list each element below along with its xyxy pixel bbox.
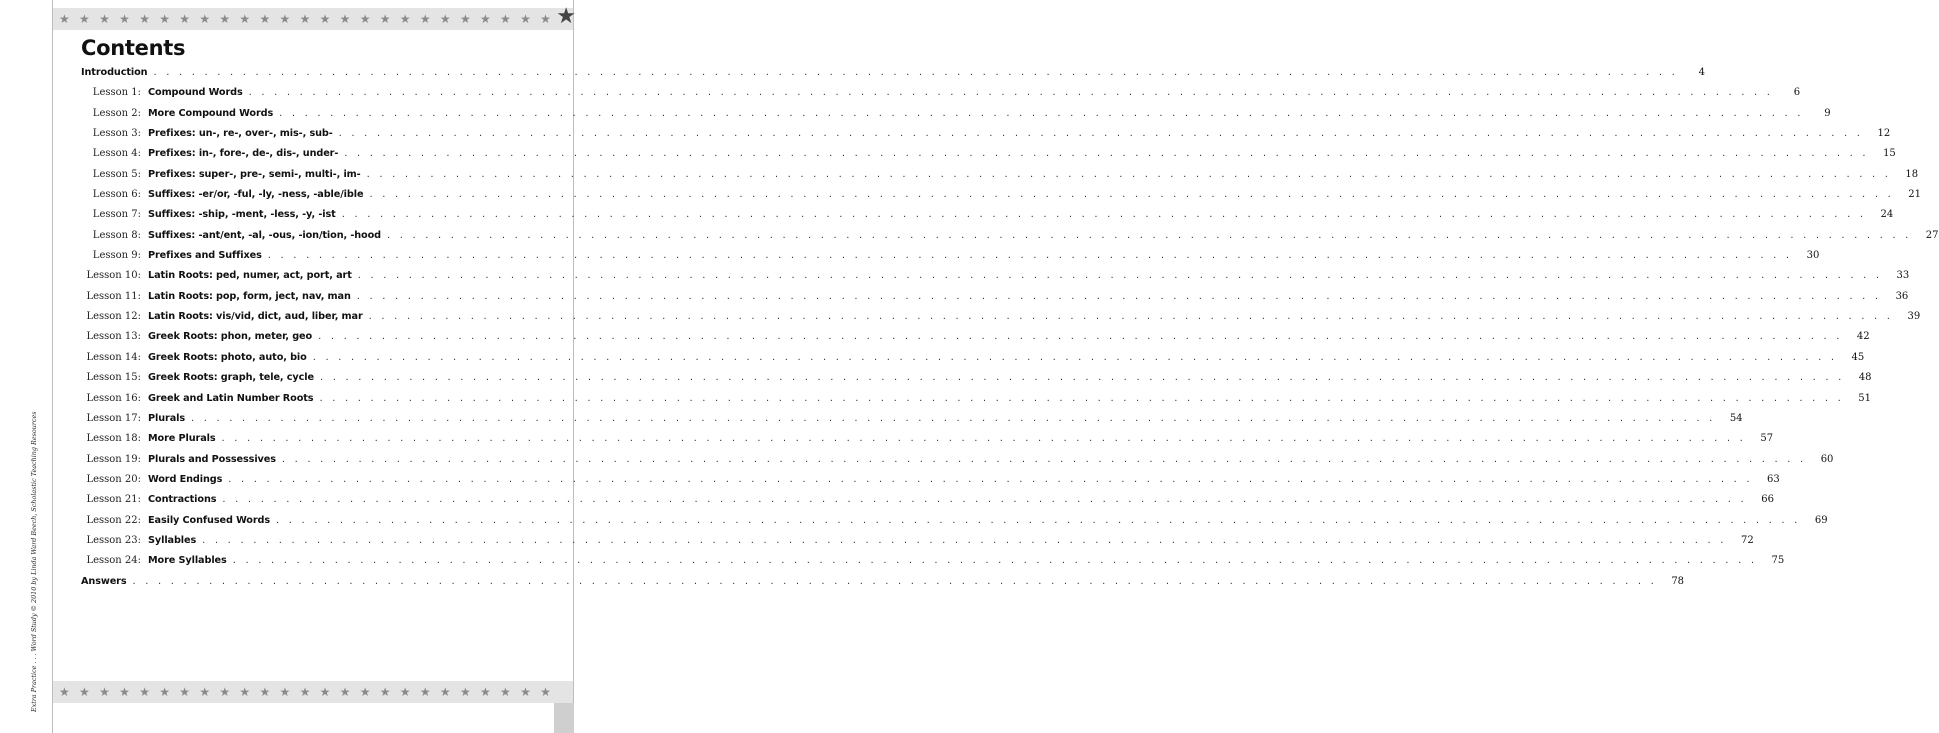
toc-entry — [81, 514, 1828, 535]
entry-title: Greek Roots: graph, tele, cycle — [148, 372, 314, 384]
entry-title: Suffixes: -ship, -ment, -less, -y, -ist — [148, 209, 336, 221]
dot-leader: . . . . . . . . . . . . . . . . . . . . . . . . . . . . . . . . . . . . . . . . . . . . . . . . . . . . . . . . . . . . . . . . . . . . . . . . . . . . . . . . . . . . . . . . . . . . . . . . . . . . . . . . . . . . . . . . . . . . . . . . — [369, 189, 1894, 201]
toc-entry — [81, 575, 1685, 596]
entry-title: Suffixes: -ant/ent, -al, -ous, -ion/tion, -hood — [148, 229, 382, 241]
page-number: 27 — [1925, 229, 1939, 241]
dot-leader: . . . . . . . . . . . . . . . . . . . . . . . . . . . . . . . . . . . . . . . . . . . . . . . . . . . . . . . . . . . . . . . . . . . . . . . . . . . . . . . . . . . . . . . . . . . . . . . . . . . . . . . . . . . . . . . . . . . . . . . . — [276, 514, 1801, 526]
entry-title: Greek and Latin Number Roots — [148, 392, 314, 404]
lesson-label: Lesson 14: — [86, 351, 141, 363]
page-number: 36 — [1895, 290, 1909, 302]
toc-entry — [81, 412, 1743, 433]
entry-title: Word Endings — [148, 473, 223, 485]
toc-entry — [81, 148, 1896, 168]
toc-entry — [81, 229, 1939, 250]
toc-entry — [81, 331, 1870, 351]
lesson-label: Lesson 21: — [86, 494, 141, 506]
entry-title: Introduction — [81, 67, 148, 78]
dot-leader: . . . . . . . . . . . . . . . . . . . . . . . . . . . . . . . . . . . . . . . . . . . . . . . . . . . . . . . . . . . . . . . . . . . . . . . . . . . . . . . . . . . . . . . . . . . . . . . . . . . . . . . . . . . . . . . . . . . . . . . . — [357, 270, 1883, 282]
dot-leader: . . . . . . . . . . . . . . . . . . . . . . . . . . . . . . . . . . . . . . . . . . . . . . . . . . . . . . . . . . . . . . . . . . . . . . . . . . . . . . . . . . . . . . . . . . . . . . . . . . . . . . . . . . . . . . . . . . . . . . . . — [341, 209, 1867, 221]
lesson-label: Lesson 2: — [92, 107, 141, 119]
lesson-label: Lesson 3: — [92, 128, 141, 140]
toc-entry — [81, 290, 1909, 311]
corner-star-icon: ★ — [556, 4, 576, 29]
entry-title: Greek Roots: phon, meter, geo — [148, 331, 313, 343]
entry-title: More Plurals — [148, 433, 216, 445]
dot-leader: . . . . . . . . . . . . . . . . . . . . . . . . . . . . . . . . . . . . . . . . . . . . . . . . . . . . . . . . . . . . . . . . . . . . . . . . . . . . . . . . . . . . . . . . . . . . . . . . . . . . . . . . . . . . . . . . . . . . . . . . — [319, 392, 1844, 404]
dot-leader: . . . . . . . . . . . . . . . . . . . . . . . . . . . . . . . . . . . . . . . . . . . . . . . . . . . . . . . . . . . . . . . . . . . . . . . . . . . . . . . . . . . . . . . . . . . . . . . . . . . . . . . . . . . . . . . . . . . . . . . . — [279, 107, 1804, 119]
lesson-label: Lesson 9: — [92, 250, 141, 262]
dot-leader: . . . . . . . . . . . . . . . . . . . . . . . . . . . . . . . . . . . . . . . . . . . . . . . . . . . . . . . . . . . . . . . . . . . . . . . . . . . . . . . . . . . . . . . . . . . . . . . . . . . . . . . . . . . . . . . . . . . . . . . . — [202, 534, 1727, 546]
page-number: 78 — [1671, 575, 1685, 587]
lesson-label: Lesson 12: — [86, 311, 141, 323]
page-number: 4 — [1698, 67, 1705, 78]
entry-title: Greek Roots: photo, auto, bio — [148, 351, 307, 363]
page-number: 18 — [1905, 168, 1919, 180]
entry-title: Easily Confused Words — [148, 514, 271, 526]
toc-entry — [81, 494, 1774, 514]
dot-leader: . . . . . . . . . . . . . . . . . . . . . . . . . . . . . . . . . . . . . . . . . . . . . . . . . . . . . . . . . . . . . . . . . . . . . . . . . . . . . . . . . . . . . . . . . . . . . . . . . . . . . . . . . . . . . . . . . . . . . . . . — [248, 87, 1774, 99]
dot-leader: . . . . . . . . . . . . . . . . . . . . . . . . . . . . . . . . . . . . . . . . . . . . . . . . . . . . . . . . . . . . . . . . . . . . . . . . . . . . . . . . . . . . . . . . . . . . . . . . . . . . . . . . . . . . . . . . . . . . . . . . — [356, 290, 1882, 302]
page-number: 69 — [1814, 514, 1828, 526]
lesson-label: Lesson 4: — [92, 148, 141, 160]
page-number: 63 — [1767, 473, 1780, 485]
entry-title: Prefixes: super-, pre-, semi-, multi-, im- — [148, 168, 361, 180]
page-number: 39 — [1907, 311, 1921, 323]
lesson-label: Lesson 23: — [86, 534, 141, 546]
lesson-label: Lesson 18: — [86, 433, 141, 445]
entry-title: Syllables — [148, 534, 197, 546]
entry-title: Latin Roots: pop, form, ject, nav, man — [148, 290, 351, 302]
entry-title: Answers — [81, 575, 127, 587]
dot-leader: . . . . . . . . . . . . . . . . . . . . . . . . . . . . . . . . . . . . . . . . . . . . . . . . . . . . . . . . . . . . . . . . . . . . . . . . . . . . . . . . . . . . . . . . . . . . . . . . . . . . . . . . . . . . . . . . . . . . . . . . — [191, 412, 1716, 424]
toc-entry — [81, 107, 1831, 128]
lesson-label: Lesson 13: — [86, 331, 141, 343]
page-number: 75 — [1771, 555, 1785, 567]
page-number: 66 — [1761, 494, 1774, 506]
lesson-label: Lesson 24: — [86, 555, 141, 567]
lesson-label: Lesson 5: — [92, 168, 141, 180]
lesson-label: Lesson 17: — [86, 412, 141, 424]
lesson-label: Lesson 1: — [92, 87, 141, 99]
dot-leader: . . . . . . . . . . . . . . . . . . . . . . . . . . . . . . . . . . . . . . . . . . . . . . . . . . . . . . . . . . . . . . . . . . . . . . . . . . . . . . . . . . . . . . . . . . . . . . . . . . . . . . . . . . . . . . . . . . . . . . . . — [368, 311, 1894, 323]
toc-entry — [81, 372, 1872, 392]
lesson-label: Lesson 10: — [86, 270, 141, 282]
toc-entry — [81, 453, 1834, 474]
dot-leader: . . . . . . . . . . . . . . . . . . . . . . . . . . . . . . . . . . . . . . . . . . . . . . . . . . . . . . . . . . . . . . . . . . . . . . . . . . . . . . . . . . . . . . . . . . . . . . . . . . . . . . . . . . . . . . . . . . . . . . . . — [232, 555, 1758, 567]
page-number: 6 — [1793, 87, 1801, 99]
bottom-star-border: ★ ★ ★ ★ ★ ★ ★ ★ ★ ★ ★ ★ ★ ★ ★ ★ ★ ★ ★ ★ ★ ★ ★ ★ ★ — [53, 681, 573, 703]
dot-leader: . . . . . . . . . . . . . . . . . . . . . . . . . . . . . . . . . . . . . . . . . . . . . . . . . . . . . . . . . . . . . . . . . . . . . . . . . . . . . . . . . . . . . . . . . . . . . . . . . . . . . . . . . . . . . . . . . . . . . . . . — [222, 494, 1747, 506]
lesson-label: Lesson 16: — [86, 392, 141, 404]
toc-entry — [81, 168, 1919, 189]
lesson-label: Lesson 22: — [86, 514, 141, 526]
page-number: 9 — [1824, 107, 1831, 119]
dot-leader: . . . . . . . . . . . . . . . . . . . . . . . . . . . . . . . . . . . . . . . . . . . . . . . . . . . . . . . . . . . . . . . . . . . . . . . . . . . . . . . . . . . . . . . . . . . . . . . . . . . . . . . . . . . . . . . . . . . . . . . . — [228, 473, 1753, 485]
lesson-label: Lesson 20: — [86, 473, 141, 485]
entry-title: Prefixes and Suffixes — [148, 250, 262, 262]
table-of-contents — [81, 67, 1939, 596]
lesson-label: Lesson 8: — [92, 229, 141, 241]
entry-title: More Compound Words — [148, 107, 274, 119]
dot-leader: . . . . . . . . . . . . . . . . . . . . . . . . . . . . . . . . . . . . . . . . . . . . . . . . . . . . . . . . . . . . . . . . . . . . . . . . . . . . . . . . . . . . . . . . . . . . . . . . . . . . . . . . . . . . . . . . . . . . . . . . — [366, 168, 1892, 180]
lesson-label: Lesson 7: — [92, 209, 141, 221]
toc-entry — [81, 250, 1820, 270]
page-number: 24 — [1880, 209, 1894, 221]
page-number: 12 — [1877, 128, 1891, 140]
page-sheet — [52, 0, 1939, 733]
entry-title: Plurals and Possessives — [148, 453, 276, 465]
page-number: 54 — [1729, 412, 1743, 424]
toc-entry — [81, 67, 1705, 87]
entry-title: More Syllables — [148, 555, 227, 567]
page-number: 15 — [1883, 148, 1896, 160]
toc-entry — [81, 270, 1910, 290]
page-number: 57 — [1760, 433, 1774, 445]
dot-leader: . . . . . . . . . . . . . . . . . . . . . . . . . . . . . . . . . . . . . . . . . . . . . . . . . . . . . . . . . . . . . . . . . . . . . . . . . . . . . . . . . . . . . . . . . . . . . . . . . . . . . . . . . . . . . . . . . . . . . . . . — [153, 67, 1678, 78]
lesson-label: Lesson 6: — [92, 189, 141, 201]
entry-title: Latin Roots: ped, numer, act, port, art — [148, 270, 352, 282]
dot-leader: . . . . . . . . . . . . . . . . . . . . . . . . . . . . . . . . . . . . . . . . . . . . . . . . . . . . . . . . . . . . . . . . . . . . . . . . . . . . . . . . . . . . . . . . . . . . . . . . . . . . . . . . . . . . . . . . . . . . . . . . — [319, 372, 1845, 384]
dot-leader: . . . . . . . . . . . . . . . . . . . . . . . . . . . . . . . . . . . . . . . . . . . . . . . . . . . . . . . . . . . . . . . . . . . . . . . . . . . . . . . . . . . . . . . . . . . . . . . . . . . . . . . . . . . . . . . . . . . . . . . . — [344, 148, 1869, 160]
toc-entry — [81, 311, 1921, 331]
page-number: 21 — [1908, 189, 1921, 201]
page-title: Contents — [81, 36, 186, 60]
toc-entry — [81, 351, 1865, 372]
page-number: 45 — [1851, 351, 1865, 363]
dot-leader: . . . . . . . . . . . . . . . . . . . . . . . . . . . . . . . . . . . . . . . . . . . . . . . . . . . . . . . . . . . . . . . . . . . . . . . . . . . . . . . . . . . . . . . . . . . . . . . . . . . . . . . . . . . . . . . . . . . . . . . . — [312, 351, 1838, 363]
lesson-label: Lesson 15: — [86, 372, 141, 384]
toc-entry — [81, 87, 1801, 107]
dot-leader: . . . . . . . . . . . . . . . . . . . . . . . . . . . . . . . . . . . . . . . . . . . . . . . . . . . . . . . . . . . . . . . . . . . . . . . . . . . . . . . . . . . . . . . . . . . . . . . . . . . . . . . . . . . . . . . . . . . . . . . . — [267, 250, 1793, 262]
entry-title: Latin Roots: vis/vid, dict, aud, liber, mar — [148, 311, 363, 323]
page-corner-tab — [554, 703, 574, 733]
entry-title: Suffixes: -er/or, -ful, -ly, -ness, -able/ible — [148, 189, 364, 201]
entry-title: Plurals — [148, 412, 186, 424]
dot-leader: . . . . . . . . . . . . . . . . . . . . . . . . . . . . . . . . . . . . . . . . . . . . . . . . . . . . . . . . . . . . . . . . . . . . . . . . . . . . . . . . . . . . . . . . . . . . . . . . . . . . . . . . . . . . . . . . . . . . . . . . — [387, 229, 1912, 241]
page-number: 42 — [1856, 331, 1870, 343]
toc-entry — [81, 433, 1774, 453]
page-number: 33 — [1896, 270, 1910, 282]
entry-title: Prefixes: un-, re-, over-, mis-, sub- — [148, 128, 333, 140]
dot-leader: . . . . . . . . . . . . . . . . . . . . . . . . . . . . . . . . . . . . . . . . . . . . . . . . . . . . . . . . . . . . . . . . . . . . . . . . . . . . . . . . . . . . . . . . . . . . . . . . . . . . . . . . . . . . . . . . . . . . . . . . — [221, 433, 1747, 445]
top-star-border: ★ ★ ★ ★ ★ ★ ★ ★ ★ ★ ★ ★ ★ ★ ★ ★ ★ ★ ★ ★ ★ ★ ★ ★ ★ — [53, 8, 573, 30]
dot-leader: . . . . . . . . . . . . . . . . . . . . . . . . . . . . . . . . . . . . . . . . . . . . . . . . . . . . . . . . . . . . . . . . . . . . . . . . . . . . . . . . . . . . . . . . . . . . . . . . . . . . . . . . . . . . . . . . . . . . . . . . — [338, 128, 1864, 140]
dot-leader: . . . . . . . . . . . . . . . . . . . . . . . . . . . . . . . . . . . . . . . . . . . . . . . . . . . . . . . . . . . . . . . . . . . . . . . . . . . . . . . . . . . . . . . . . . . . . . . . . . . . . . . . . . . . . . . . . . . . . . . . — [281, 453, 1807, 465]
toc-entry — [81, 534, 1754, 555]
page-number: 72 — [1740, 534, 1754, 546]
lesson-label: Lesson 19: — [86, 453, 141, 465]
page-number: 30 — [1806, 250, 1820, 262]
entry-title: Contractions — [148, 494, 217, 506]
page-number: 51 — [1858, 392, 1871, 404]
lesson-label: Lesson 11: — [86, 290, 141, 302]
toc-entry — [81, 189, 1921, 209]
toc-entry — [81, 473, 1780, 494]
dot-leader: . . . . . . . . . . . . . . . . . . . . . . . . . . . . . . . . . . . . . . . . . . . . . . . . . . . . . . . . . . . . . . . . . . . . . . . . . . . . . . . . . . . . . . . . . . . . . . . . . . . . . . . . . . . . . . . . . . . . . . . . — [132, 575, 1658, 587]
page-number: 48 — [1858, 372, 1872, 384]
toc-entry — [81, 209, 1894, 229]
toc-entry — [81, 555, 1785, 575]
dot-leader: . . . . . . . . . . . . . . . . . . . . . . . . . . . . . . . . . . . . . . . . . . . . . . . . . . . . . . . . . . . . . . . . . . . . . . . . . . . . . . . . . . . . . . . . . . . . . . . . . . . . . . . . . . . . . . . . . . . . . . . . — [318, 331, 1843, 343]
entry-title: Prefixes: in-, fore-, de-, dis-, under- — [148, 148, 339, 160]
toc-entry — [81, 392, 1871, 413]
side-credit: Extra Practice . . . Word Study © 2010 by Linda Ward Beech, Scholastic Teaching Resources — [30, 411, 38, 712]
entry-title: Compound Words — [148, 87, 243, 99]
page-number: 60 — [1820, 453, 1834, 465]
toc-entry — [81, 128, 1891, 148]
